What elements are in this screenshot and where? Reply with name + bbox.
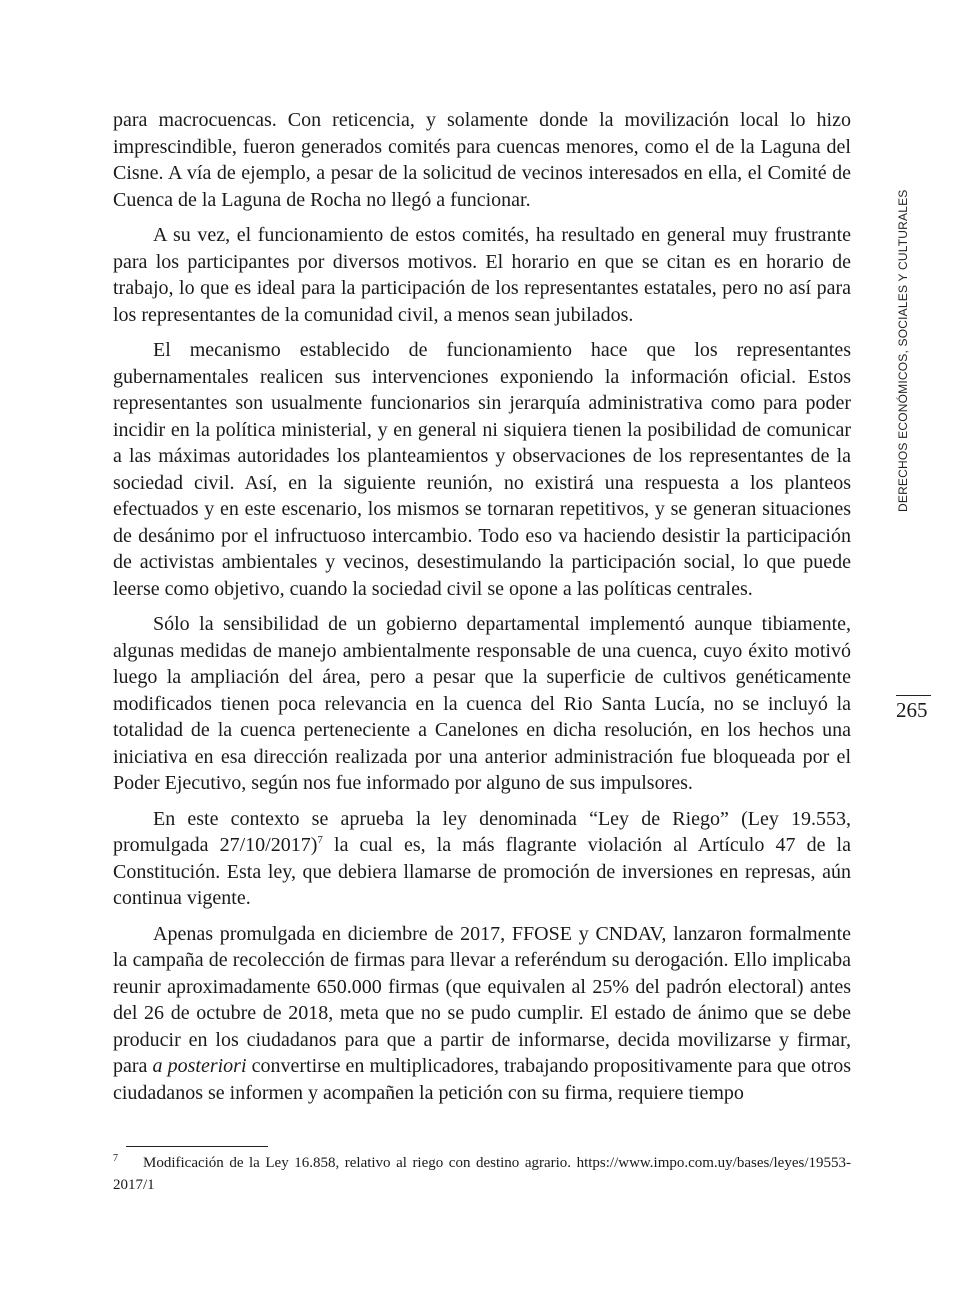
footnote-text: Modificación de la Ley 16.858, relativo al riego con destino agrario. https://www.impo.com.uy/bases/leyes/19553-2017/1 [113, 1155, 851, 1193]
paragraph-3: El mecanismo establecido de funcionamiento hace que los representantes gubernamentales realicen sus intervenciones exponiendo la información oficial. Estos representantes son usualmente funcionarios sin jerarquía administrativa como para poder incidir en la política ministerial, y en general ni siquiera tienen la posibilidad de comunicar a las máximas autoridades los planteamientos y observaciones de los representantes de la sociedad civil. Así, en la siguiente reunión, no existirá una respuesta a los planteos efectuados y en este escenario, los mismos se tornaran repetitivos, y se generan situaciones de desánimo por el infructuoso intercambio. Todo eso va haciendo desistir la participación de activistas ambientales y vecinos, desestimulando la participación social, lo que puede leerse como objetivo, cuando la sociedad civil se opone a las políticas centrales. [113, 339, 851, 600]
paragraph-4: Sólo la sensibilidad de un gobierno departamental implementó aunque tibiamente, algunas medidas de manejo ambientalmente responsable de una cuenca, cuyo éxito motivó luego la ampliación del área, pero a pesar que la superficie de cultivos genéticamente modificados tienen poca relevancia en la cuenca del Rio Santa Lucía, no se incluyó la totalidad de la cuenca perteneciente a Canelones en dicha resolución, en los hechos una iniciativa en esa dirección realizada por una anterior administración fue bloqueada por el Poder Ejecutivo, según nos fue informado por alguno de sus impulsores. [113, 613, 851, 794]
main-text [113, 107, 851, 1115]
paragraph-5 [113, 806, 851, 912]
paragraph-1: para macrocuencas. Con reticencia, y solamente donde la movilización local lo hizo imprescindible, fueron generados comités para cuencas menores, como el de la Laguna del Cisne. A vía de ejemplo, a pesar de la solicitud de vecinos interesados en ella, el Comité de Cuenca de la Laguna de Rocha no llegó a funcionar. [113, 109, 851, 211]
paragraph-5-text-a: En este contexto se aprueba la ley denominada “Ley de Riego” (Ley 19.553, promulgada 27/10/2017) [113, 807, 851, 856]
paragraph-6-italic: a posteriori [152, 1055, 247, 1077]
footnote-reference[interactable]: 7 [317, 834, 323, 846]
section-side-title: DERECHOS ECONÓMICOS, SOCIALES Y CULTURALES [896, 189, 910, 512]
paragraph-6 [113, 921, 851, 1107]
page-number: 265 [896, 698, 928, 722]
paragraph-5-text-b: la cual es, la más flagrante violación al Artículo 47 de la Constitución. Esta ley, que debiera llamarse de promoción de inversiones en represas, aún continua vigente. [113, 834, 851, 909]
paragraph-6-text-a: Apenas promulgada en diciembre de 2017, FFOSE y CNDAV, lanzaron formalmente la campaña de recolección de firmas para llevar a referéndum su derogación. Ello implicaba reunir aproximadamente 650.000 firmas (que equivalen al 25% del padrón electoral) antes del 26 de octubre de 2018, meta que no se pudo cumplir. El estado de ánimo que se debe producir en los ciudadanos para que a partir de informarse, decida movilizarse y firmar, para [113, 922, 851, 1077]
footnote-rule [126, 1146, 268, 1147]
page-number-rule [896, 695, 931, 696]
paragraph-6-text-b: convertirse en multiplicadores, trabajando propositivamente para que otros ciudadanos se informen y acompañen la petición con su firma, requiere tiempo [113, 1055, 851, 1104]
footnote: 7 Modificación de la Ley 16.858, relativo al riego con destino agrario. https://www.impo.com.uy/bases/leyes/19553-2017/1 [113, 1153, 851, 1193]
paragraph-2: A su vez, el funcionamiento de estos comités, ha resultado en general muy frustrante para los participantes por diversos motivos. El horario en que se citan es en horario de trabajo, lo que es ideal para la participación de los representantes estatales, pero no así para los representantes de la comunidad civil, a menos sean jubilados. [113, 224, 851, 326]
